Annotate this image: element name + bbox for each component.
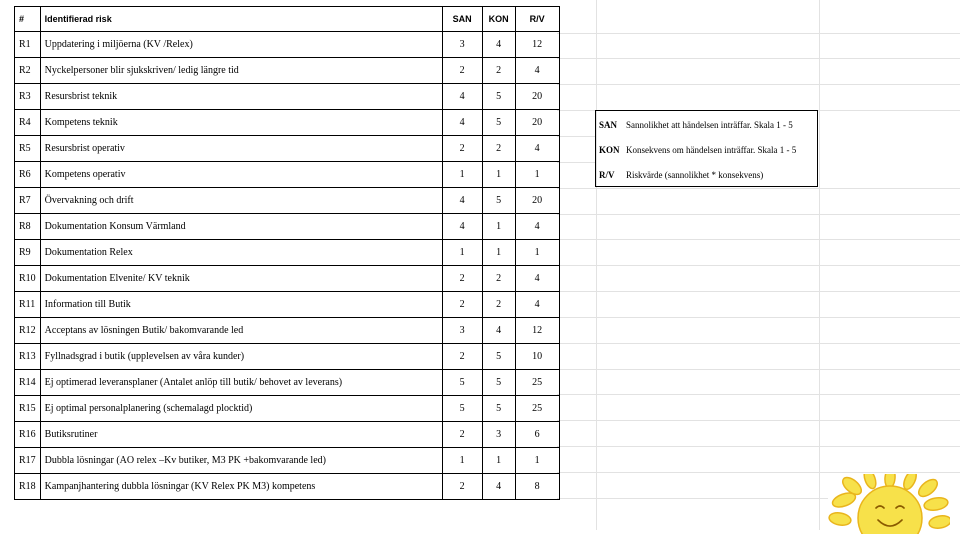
risk-description-cell: Information till Butik bbox=[40, 292, 442, 318]
rv-value-cell: 1 bbox=[515, 448, 559, 474]
san-value-cell: 4 bbox=[442, 110, 482, 136]
rv-value-cell: 20 bbox=[515, 84, 559, 110]
san-value-cell: 4 bbox=[442, 188, 482, 214]
san-value-cell: 1 bbox=[442, 162, 482, 188]
table-row bbox=[15, 214, 560, 240]
legend-box bbox=[595, 110, 818, 187]
risk-table bbox=[14, 6, 560, 500]
table-row bbox=[15, 84, 560, 110]
kon-value-cell: 2 bbox=[482, 136, 515, 162]
san-value-cell: 2 bbox=[442, 136, 482, 162]
risk-id-cell: R4 bbox=[15, 110, 41, 136]
risk-id-cell: R15 bbox=[15, 396, 41, 422]
risk-id-cell: R6 bbox=[15, 162, 41, 188]
legend-text: Sannolikhet att händelsen inträffar. Skala 1 - 5 bbox=[626, 120, 793, 130]
risk-description-cell: Dubbla lösningar (AO relex –Kv butiker, M3 PK +bakomvarande led) bbox=[40, 448, 442, 474]
risk-description-cell: Dokumentation Relex bbox=[40, 240, 442, 266]
risk-description-cell: Resursbrist teknik bbox=[40, 84, 442, 110]
kon-value-cell: 2 bbox=[482, 266, 515, 292]
risk-description-cell: Dokumentation Konsum Värmland bbox=[40, 214, 442, 240]
kon-value-cell: 4 bbox=[482, 474, 515, 500]
kon-value-cell: 2 bbox=[482, 292, 515, 318]
rv-value-cell: 20 bbox=[515, 110, 559, 136]
rv-value-cell: 12 bbox=[515, 32, 559, 58]
rv-value-cell: 4 bbox=[515, 266, 559, 292]
rv-value-cell: 8 bbox=[515, 474, 559, 500]
risk-description-cell: Uppdatering i miljöerna (KV /Relex) bbox=[40, 32, 442, 58]
san-value-cell: 3 bbox=[442, 318, 482, 344]
risk-description-cell: Kampanjhantering dubbla lösningar (KV Relex PK M3) kompetens bbox=[40, 474, 442, 500]
table-row bbox=[15, 448, 560, 474]
risk-table-body bbox=[15, 32, 560, 500]
header-kon: KON bbox=[482, 7, 515, 32]
risk-description-cell: Fyllnadsgrad i butik (upplevelsen av våra kunder) bbox=[40, 344, 442, 370]
table-row bbox=[15, 422, 560, 448]
risk-id-cell: R14 bbox=[15, 370, 41, 396]
rv-value-cell: 25 bbox=[515, 396, 559, 422]
rv-value-cell: 20 bbox=[515, 188, 559, 214]
san-value-cell: 2 bbox=[442, 292, 482, 318]
risk-description-cell: Butiksrutiner bbox=[40, 422, 442, 448]
rv-value-cell: 25 bbox=[515, 370, 559, 396]
header-row bbox=[15, 7, 560, 32]
san-value-cell: 1 bbox=[442, 448, 482, 474]
kon-value-cell: 5 bbox=[482, 84, 515, 110]
rv-value-cell: 10 bbox=[515, 344, 559, 370]
kon-value-cell: 5 bbox=[482, 370, 515, 396]
legend-row-san bbox=[599, 118, 793, 132]
risk-id-cell: R8 bbox=[15, 214, 41, 240]
legend-text: Konsekvens om händelsen inträffar. Skala 1 - 5 bbox=[626, 145, 797, 155]
table-row bbox=[15, 344, 560, 370]
san-value-cell: 2 bbox=[442, 266, 482, 292]
sun-logo-icon bbox=[828, 474, 950, 534]
san-value-cell: 4 bbox=[442, 84, 482, 110]
table-row bbox=[15, 188, 560, 214]
kon-value-cell: 5 bbox=[482, 344, 515, 370]
header-rv: R/V bbox=[515, 7, 559, 32]
san-value-cell: 4 bbox=[442, 214, 482, 240]
san-value-cell: 2 bbox=[442, 474, 482, 500]
legend-text: Riskvärde (sannolikhet * konsekvens) bbox=[626, 170, 764, 180]
kon-value-cell: 4 bbox=[482, 318, 515, 344]
san-value-cell: 2 bbox=[442, 58, 482, 84]
table-row bbox=[15, 136, 560, 162]
rv-value-cell: 4 bbox=[515, 214, 559, 240]
table-row bbox=[15, 318, 560, 344]
risk-id-cell: R16 bbox=[15, 422, 41, 448]
table-row bbox=[15, 370, 560, 396]
risk-id-cell: R2 bbox=[15, 58, 41, 84]
risk-id-cell: R7 bbox=[15, 188, 41, 214]
risk-description-cell: Kompetens teknik bbox=[40, 110, 442, 136]
risk-id-cell: R1 bbox=[15, 32, 41, 58]
header-san: SAN bbox=[442, 7, 482, 32]
risk-description-cell: Övervakning och drift bbox=[40, 188, 442, 214]
kon-value-cell: 1 bbox=[482, 240, 515, 266]
table-row bbox=[15, 162, 560, 188]
risk-id-cell: R13 bbox=[15, 344, 41, 370]
risk-id-cell: R17 bbox=[15, 448, 41, 474]
san-value-cell: 5 bbox=[442, 396, 482, 422]
san-value-cell: 2 bbox=[442, 344, 482, 370]
risk-description-cell: Kompetens operativ bbox=[40, 162, 442, 188]
san-value-cell: 1 bbox=[442, 240, 482, 266]
kon-value-cell: 4 bbox=[482, 32, 515, 58]
legend-row-kon bbox=[599, 143, 796, 157]
risk-id-cell: R12 bbox=[15, 318, 41, 344]
table-row bbox=[15, 110, 560, 136]
kon-value-cell: 1 bbox=[482, 162, 515, 188]
kon-value-cell: 5 bbox=[482, 188, 515, 214]
legend-code: R/V bbox=[599, 170, 615, 180]
table-row bbox=[15, 240, 560, 266]
risk-description-cell: Ej optimal personalplanering (schemalagd plocktid) bbox=[40, 396, 442, 422]
risk-description-cell: Acceptans av lösningen Butik/ bakomvarande led bbox=[40, 318, 442, 344]
legend-code: KON bbox=[599, 145, 620, 155]
risk-description-cell: Dokumentation Elvenite/ KV teknik bbox=[40, 266, 442, 292]
rv-value-cell: 4 bbox=[515, 136, 559, 162]
kon-value-cell: 1 bbox=[482, 214, 515, 240]
risk-description-cell: Resursbrist operativ bbox=[40, 136, 442, 162]
kon-value-cell: 3 bbox=[482, 422, 515, 448]
rv-value-cell: 1 bbox=[515, 240, 559, 266]
kon-value-cell: 1 bbox=[482, 448, 515, 474]
rv-value-cell: 4 bbox=[515, 292, 559, 318]
rv-value-cell: 1 bbox=[515, 162, 559, 188]
table-row bbox=[15, 266, 560, 292]
san-value-cell: 2 bbox=[442, 422, 482, 448]
legend-code: SAN bbox=[599, 120, 618, 130]
risk-id-cell: R3 bbox=[15, 84, 41, 110]
kon-value-cell: 2 bbox=[482, 58, 515, 84]
header-risk: Identifierad risk bbox=[40, 7, 442, 32]
table-row bbox=[15, 58, 560, 84]
risk-id-cell: R11 bbox=[15, 292, 41, 318]
rv-value-cell: 6 bbox=[515, 422, 559, 448]
risk-description-cell: Nyckelpersoner blir sjukskriven/ ledig längre tid bbox=[40, 58, 442, 84]
risk-id-cell: R10 bbox=[15, 266, 41, 292]
table-row bbox=[15, 396, 560, 422]
risk-id-cell: R5 bbox=[15, 136, 41, 162]
risk-id-cell: R18 bbox=[15, 474, 41, 500]
san-value-cell: 3 bbox=[442, 32, 482, 58]
kon-value-cell: 5 bbox=[482, 396, 515, 422]
table-row bbox=[15, 32, 560, 58]
kon-value-cell: 5 bbox=[482, 110, 515, 136]
header-id: # bbox=[15, 7, 41, 32]
risk-description-cell: Ej optimerad leveransplaner (Antalet anlöp till butik/ behovet av leverans) bbox=[40, 370, 442, 396]
table-row bbox=[15, 292, 560, 318]
legend-row-rv bbox=[599, 168, 763, 182]
rv-value-cell: 12 bbox=[515, 318, 559, 344]
san-value-cell: 5 bbox=[442, 370, 482, 396]
risk-id-cell: R9 bbox=[15, 240, 41, 266]
rv-value-cell: 4 bbox=[515, 58, 559, 84]
table-row bbox=[15, 474, 560, 500]
